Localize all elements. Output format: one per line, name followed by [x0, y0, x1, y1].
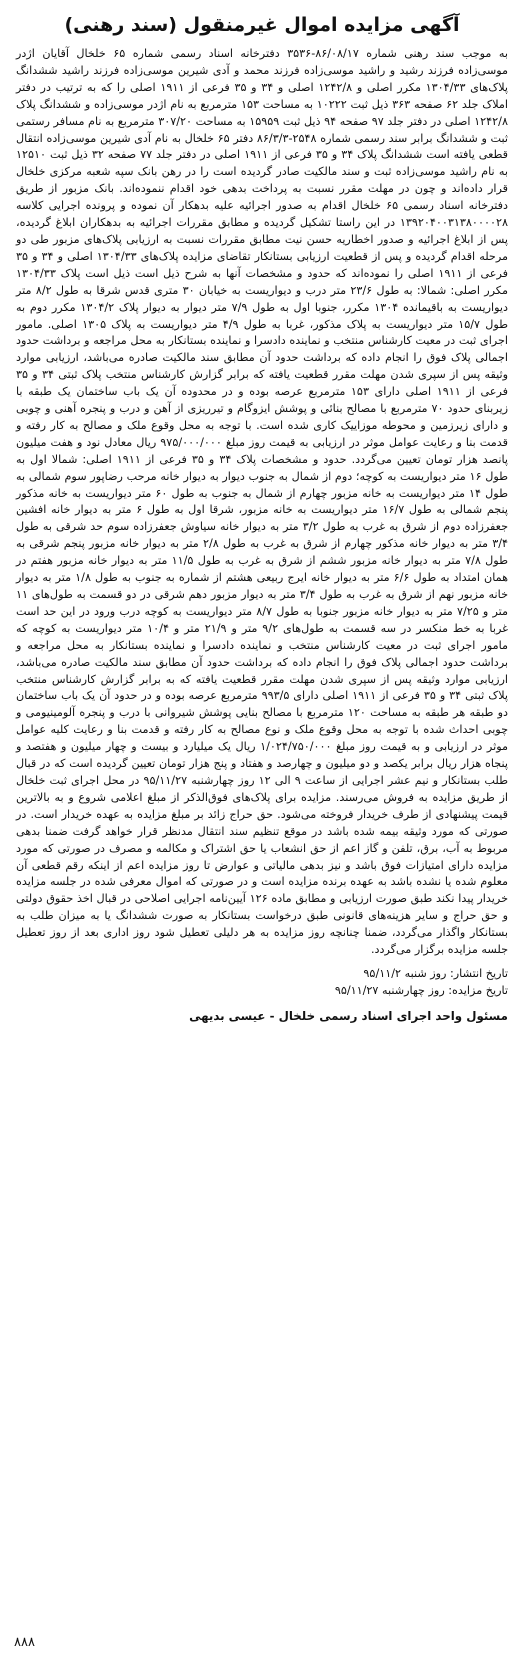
notice-dates: [16, 965, 508, 999]
auction-date: تاریخ مزایده: روز چهارشنبه ۹۵/۱۱/۲۷: [334, 983, 508, 997]
notice-code: ۸۸۸: [14, 1635, 35, 1650]
notice-title: آگهی مزایده اموال غیرمنقول (سند رهنی): [64, 14, 460, 36]
publish-date: تاریخ انتشار: روز شنبه ۹۵/۱۱/۲: [363, 966, 508, 980]
notice-body: به موجب سند رهنی شماره ۸۶/۰۸/۱۷-۳۵۳۶ دفترخانه اسناد رسمی شماره ۶۵ خلخال آقایان اژدر موسی‌زاده فرزند رشید و راشید موسی‌زاده فرزند محمد و آدی شیرین موسی‌زاده فرزند راشید ششدانگ پلاک‌های ۱۳۰۴/۳۳ مکرر اصلی و ۱۲۴۲/۸ اصلی و ۳۴ و ۳۵ فرعی از ۱۹۱۱ اصلی را که به ترتیب در دفتر املاک جلد ۶۲ صفحه ۳۶۳ ذیل ثبت ۱۰۲۲۲ به مساحت ۱۵۳ مترمربع به نام اژدر موسی‌زاده و ششدانگ پلاک ۱۲۴۲/۸ اصلی در دفتر جلد ۹۷ صفحه ۹۴ ذیل ثبت ۱۵۹۵۹ به مساحت ۳۰۷/۲۰ مترمربع به نام مسافر رستمی ثبت و ششدانگ برابر سند رسمی شماره ۲۵۴۸-۸۶/۳/۳ دفتر ۶۵ خلخال به نام آدی شیرین موسی‌زاده انتقال قطعی یافته است ششدانگ پلاک ۳۴ و ۳۵ فرعی از ۱۹۱۱ اصلی در دفتر جلد ۷۷ صفحه ۳۲ ذیل ثبت ۱۲۵۱۰ به نام راشید موسی‌زاده ثبت و سند مالکیت صادر گردیده است را در رهن بانک سپه شعبه مرکزی خلخال قرار داده‌اند و چون در مهلت مقرر نسبت به پرداخت بدهی خود اقدام ننموده‌اند. بانک مزبور از طریق دفترخانه اسناد رسمی ۶۵ خلخال اقدام به صدور اجرائیه علیه بدهکار آن نموده و پرونده اجرایی کلاسه ۱۳۹۲۰۴۰۰۳۱۳۸۰۰۰۰۲۸ در این راستا تشکیل گردیده و مطابق مقررات اجرائیه به بدهکاران ابلاغ گردیده، پس از ابلاغ اجرائیه و صدور اخطاریه حسن نیت مطابق مقررات نسبت به ارزیابی پلاک‌های مزبور طی دو مرحله اقدام گردیده و پس از قطعیت ارزیابی بستانکار تقاضای مزایده پلاک‌های ۱۳۰۴/۳۳ اصلی و ۳۴ و ۳۵ فرعی از ۱۹۱۱ اصلی را نموده‌اند که حدود و مشخصات آنها به شرح ذیل است ذیل است پلاک ۱۳۰۴/۳۳ مکرر اصلی: شمالا: به طول ۲۳/۶ متر درب و دیواریست به خیابان ۳۰ متری قدس شرقا به طول ۸/۲ متر دیواریست به باقیمانده ۱۳۰۴ مکرر، جنوبا اول به طول ۷/۹ متر دیوار به دیوار پلاک ۱۳۰۴/۲ مکرر دوم به طول ۱۵/۷ متر دیواریست به پلاک مذکور، غربا به طول ۴/۹ متر دیواریست به پلاک ۱۳۰۵ اصلی. مامور اجرای ثبت در معیت کارشناس منتخب و نماینده دادسرا و نماینده بستانکار به محل مراجعه و برداشت حدود اجمالی پلاک فوق را انجام داده که برداشت حدود آن مطابق سند مالکیت صادره می‌باشد، ارزیابی موارد وثیقه پس از سپری شدن مهلت مقرر قطعیت یافته که برابر گزارش کارشناس منتخب پلاک ثبتی ۳۴ و ۳۵ فرعی از ۱۹۱۱ اصلی دارای ۱۵۳ مترمربع عرصه بوده و در محدوده آن یک باب ساختمان یک طبقه با زیربنای حدود ۷۰ مترمربع با مصالح بنائی و پوشش ایزوگام و تیرریزی از آهن و درب و پنجره آهنی و چوبی و دارای زیرزمین و محوطه موزاییک کاری شده است. با توجه به محل وقوع ملک و مصالح به کار رفته و قدمت بنا و رعایت عوامل موثر در ارزیابی به قیمت روز مبلغ ۹۷۵/۰۰۰/۰۰۰ ریال معادل نود و هفت میلیون پانصد هزار تومان تعیین می‌گردد. حدود و مشخصات پلاک ۳۴ و ۳۵ فرعی از ۱۹۱۱ اصلی: شمالا اول به طول ۱۶ متر دیواریست به کوچه؛ دوم از شمال به جنوب دیوار به دیوار خانه مرحب رضاپور سوم شمالی به طول ۱۴ متر دیواریست به خانه مزبور چهارم از شمال به جنوب به طول ۶۰ متر دیواریست به خانه مذکور پنجم شمالی به طول ۱۶/۷ متر دیواریست به خانه مزبور، شرقا اول به طول ۶ متر به دیوار خانه افشین جعفرزاده دوم از شرق به غرب به طول ۳/۲ متر به دیوار خانه سیاوش جعفرزاده سوم حد شرقی به طول ۳/۴ متر به دیوار خانه مذکور چهارم از شرق به غرب به طول ۲/۸ متر به دیوار خانه مزبور پنجم شرقی به طول ۷/۸ متر به دیوار خانه مزبور ششم از شرق به غرب به طول ۱۱/۵ متر به دیوار خانه مزبور هفتم در همان امتداد به طول ۶/۶ متر به دیوار خانه ایرج ربیعی هشتم از شماره به جنوب به طول ۱/۸ متر به دیوار خانه مزبور نهم از شرق به غرب به طول ۳/۴ متر به دیوار مزبور دهم شرقی در دو قسمت به طول‌های ۱۱ متر و ۷/۲۵ متر به دیوار خانه مزبور جنوبا به طول ۸/۷ متر دیواریست به کوچه درب ورود در این حد است غربا به خط منکسر در سه قسمت به طول‌های ۹/۲ متر و ۲۱/۹ متر و ۱۰/۴ متر دیواریست به کوچه که مامور اجرای ثبت در معیت کارشناس منتخب و نماینده دادسرا و نماینده بستانکار به محل مراجعه و برداشت حدود اجمالی پلاک فوق را انجام داده که برداشت حدود آن مطابق سند مالکیت صادره می‌باشد، ارزیابی موارد وثیقه پس از سپری شدن مهلت مقرر قطعیت یافته که به برابر گزارش کارشناس منتخب پلاک ثبتی ۳۴ و ۳۵ فرعی از ۱۹۱۱ اصلی دارای ۹۹۳/۵ مترمربع عرصه بوده و در حدود آن یک باب ساختمان دو طبقه هر طبقه به مساحت ۱۲۰ مترمربع با مصالح بنایی پوشش شیروانی با درب و پنجره آلومینیومی و چوبی احداث شده با توجه به محل وقوع ملک و نوع مصالح به کار رفته و قدمت بنا و رعایت کلیه عوامل موثر در ارزیابی و به قیمت روز مبلغ ۱/۰۲۴/۷۵۰/۰۰۰ ریال یک میلیارد و بیست و چهار میلیون و هفتصد و پنجاه هزار ریال برابر یکصد و دو میلیون و چهارصد و هفتاد و پنج هزار تومان تعیین گردیده است که در قبال طلب بستانکار و نیم عشر اجرایی از ساعت ۹ الی ۱۲ روز چهارشنبه ۹۵/۱۱/۲۷ در محل اجرای ثبت خلخال از طریق مزایده به فروش می‌رسند. مزایده برای پلاک‌های فوق‌الذکر از مبلغ اعلامی شروع و به بالاترین قیمت پیشنهادی از طرف خریدار فروخته می‌شود. حق حراج زائد بر مبلغ مزایده به عهده خریدار است. در صورتی که مورد وثیقه بیمه شده باشد در موقع تنظیم سند انتقال مدنظر قرار خواهد گرفت ضمنا بدهی مربوط به آب، برق، تلفن و گاز اعم از حق انشعاب یا حق اشتراک و مکالمه و مصرف در صورتی که مورد مزایده دارای امتیازات فوق باشد و نیز بدهی مالیاتی و عوارض تا روز مزایده اعم از اینکه رقم قطعی آن معلوم شده یا نشده باشد به عهده برنده مزایده است و در صورتی که اموال معرفی شده در جلسه مزایده خریدار پیدا نکند طبق صورت ارزیابی و مطابق ماده ۱۲۶ آیین‌نامه اجرایی اصلاحی در قبال اخذ حقوق دولتی و حق حراج و سایر هزینه‌های قانونی طبق درخواست بستانکار به صورت ششدانگ یا به میزان طلب به بستانکار واگذار می‌گردد، ضمنا چنانچه روز مزایده به هر دلیلی تعطیل شود روز اداری بعد از روز تعطیل جلسه مزایده برگزار می‌گردد.: [16, 47, 509, 957]
signature: مسئول واحد اجرای اسناد رسمی خلخال - عیسی بدیهی: [189, 1008, 508, 1023]
